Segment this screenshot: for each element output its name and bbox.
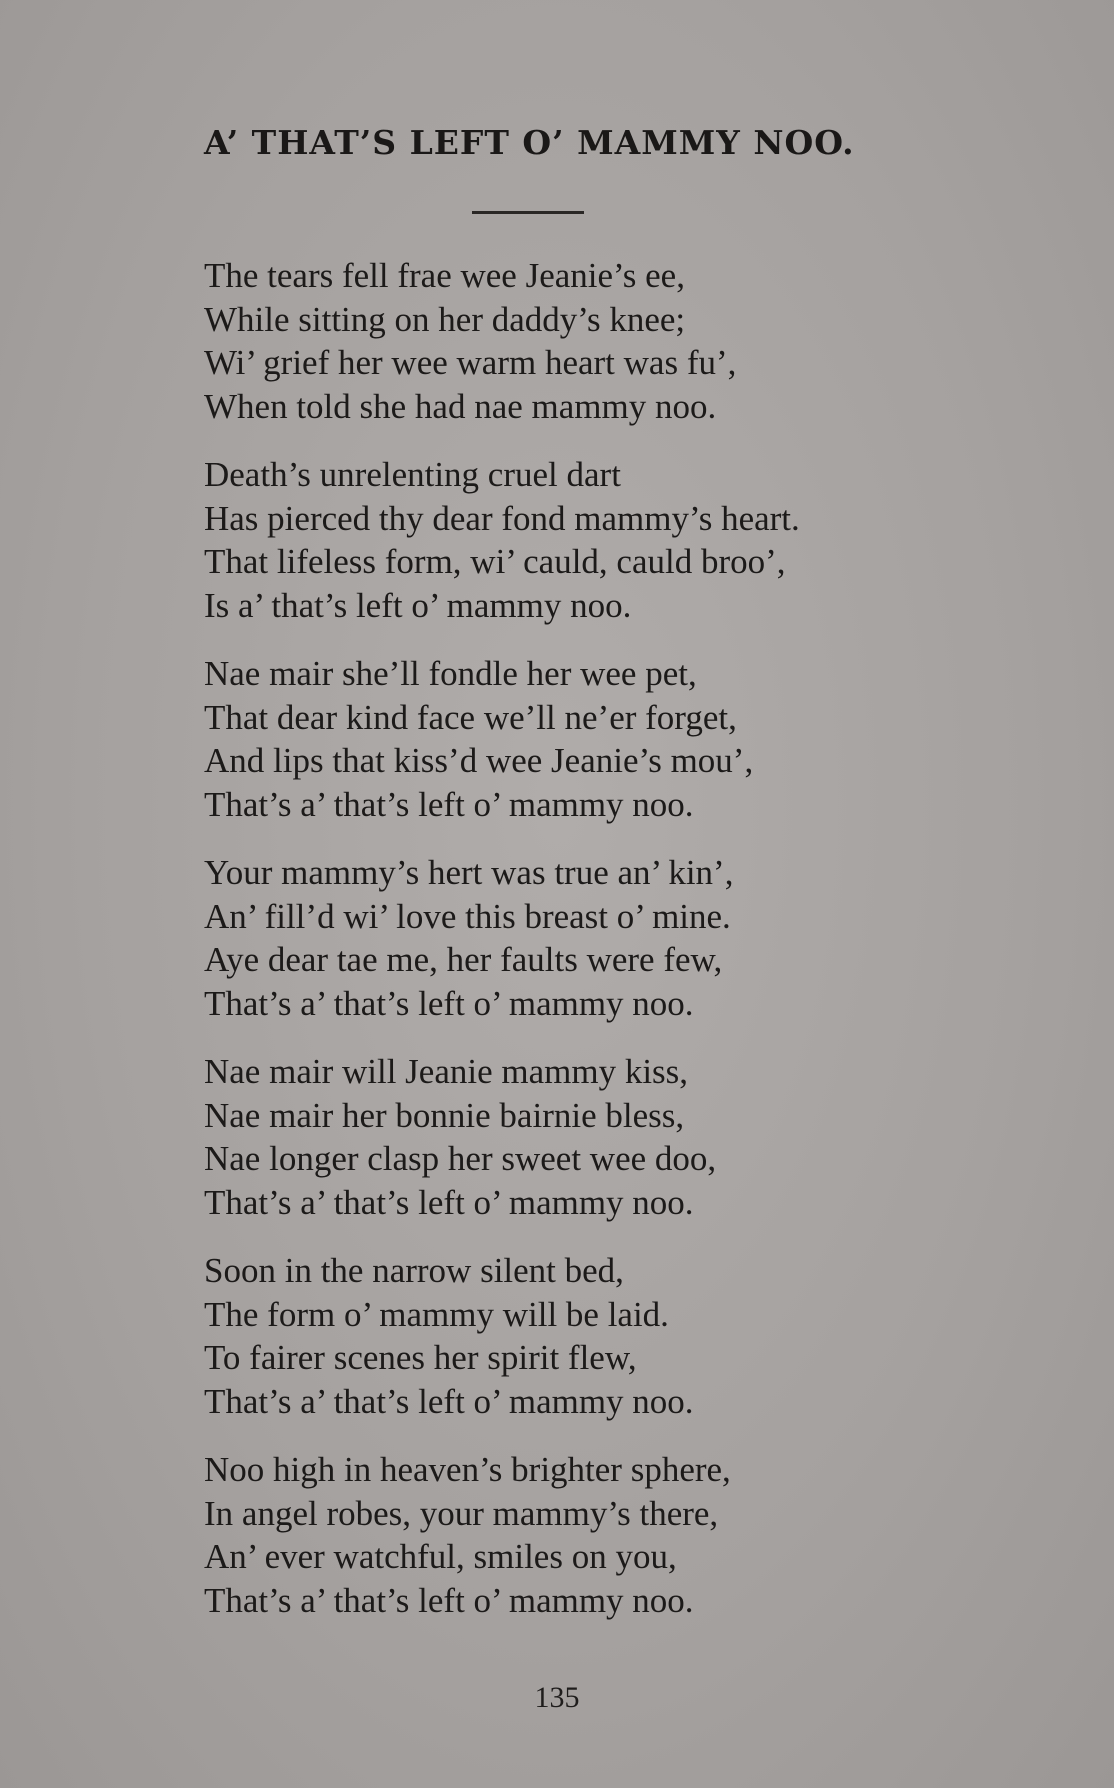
poem-line: An’ ever watchful, smiles on you, <box>204 1537 677 1576</box>
poem-line: Soon in the narrow silent bed, <box>204 1251 624 1290</box>
poem-line: Wi’ grief her wee warm heart was fu’, <box>204 343 737 382</box>
poem-line: Nae longer clasp her sweet wee doo, <box>204 1139 717 1178</box>
poem-body <box>204 254 964 1647</box>
poem-line: Aye dear tae me, her faults were few, <box>204 940 723 979</box>
stanza-7 <box>204 1448 964 1622</box>
stanza-4 <box>204 851 964 1025</box>
poem-title: A’ THAT’S LEFT O’ MAMMY NOO. <box>204 123 855 162</box>
stanza-5 <box>204 1050 964 1224</box>
poem-line: Nae mair she’ll fondle her wee pet, <box>204 654 697 693</box>
poem-line: The form o’ mammy will be laid. <box>204 1294 669 1334</box>
poem-line: While sitting on her daddy’s knee; <box>204 299 686 339</box>
stanza-1 <box>204 254 964 428</box>
poem-line: That’s a’ that’s left o’ mammy noo. <box>204 1182 694 1222</box>
poem-line: Nae mair her bonnie bairnie bless, <box>204 1095 685 1135</box>
poem-line: That dear kind face we’ll ne’er forget, <box>204 697 737 737</box>
poem-line: And lips that kiss’d wee Jeanie’s mou’, <box>204 741 754 780</box>
poem-line: Death’s unrelenting cruel dart <box>204 455 621 494</box>
poem-line: When told she had nae mammy noo. <box>204 386 717 426</box>
poem-line: In angel robes, your mammy’s there, <box>204 1493 719 1533</box>
poem-line: That lifeless form, wi’ cauld, cauld broo’, <box>204 542 786 581</box>
poem-line: That’s a’ that’s left o’ mammy noo. <box>204 983 694 1023</box>
poem-line: Your mammy’s hert was true an’ kin’, <box>204 853 734 892</box>
poem-line: Noo high in heaven’s brighter sphere, <box>204 1450 731 1489</box>
stanza-6 <box>204 1249 964 1423</box>
poem-line: Is a’ that’s left o’ mammy noo. <box>204 585 632 625</box>
poem-line: That’s a’ that’s left o’ mammy noo. <box>204 784 694 824</box>
poem-line: That’s a’ that’s left o’ mammy noo. <box>204 1580 694 1620</box>
title-divider <box>472 211 584 214</box>
poem-line: Has pierced thy dear fond mammy’s heart. <box>204 498 800 538</box>
page-number: 135 <box>534 1681 580 1714</box>
poem-line: To fairer scenes her spirit flew, <box>204 1338 637 1377</box>
stanza-3 <box>204 652 964 826</box>
stanza-2 <box>204 453 964 627</box>
poem-line: That’s a’ that’s left o’ mammy noo. <box>204 1381 694 1421</box>
poem-line: An’ fill’d wi’ love this breast o’ mine. <box>204 896 731 936</box>
poem-line: Nae mair will Jeanie mammy kiss, <box>204 1052 689 1091</box>
poem-line: The tears fell frae wee Jeanie’s ee, <box>204 256 685 295</box>
